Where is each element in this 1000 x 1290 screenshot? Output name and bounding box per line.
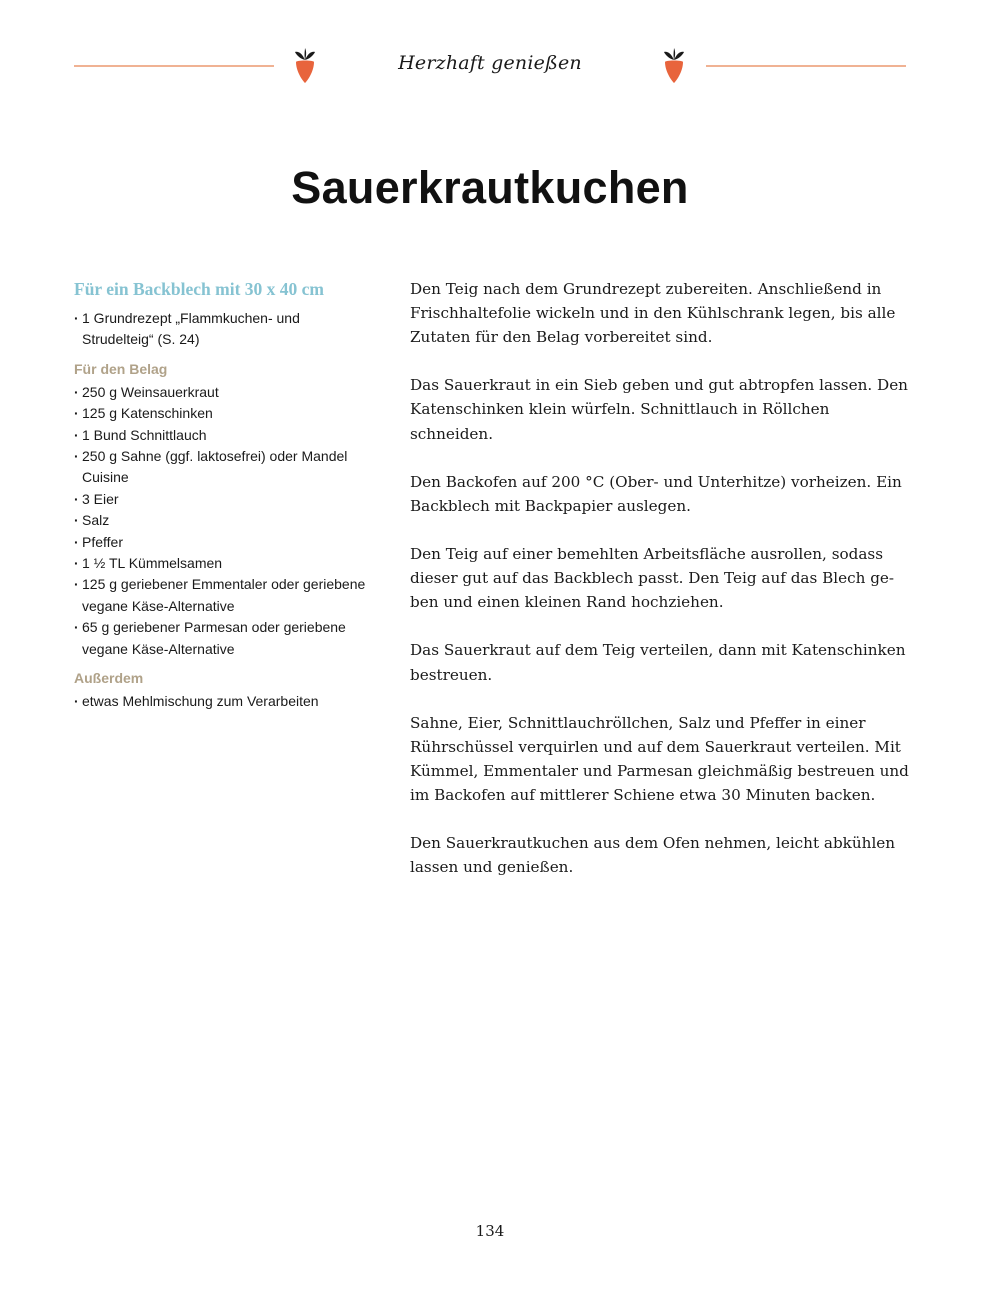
header-rule-left xyxy=(74,65,274,67)
carrot-icon xyxy=(662,48,686,84)
running-header-title: Herzhaft genießen xyxy=(398,52,582,74)
topping-heading: Für den Belag xyxy=(74,360,168,377)
ingredient-item: · 250 g Sahne (ggf. laktosefrei) oder Mandel Cuisine xyxy=(74,446,374,489)
ingredient-item: · etwas Mehlmischung zum Verarbeiten xyxy=(74,691,374,712)
instruction-step: Sahne, Eier, Schnittlauchröllchen, Salz und Pfeffer in einer Rührschüssel verquirlen und auf dem Sauerkraut verteilen. Mit Kümmel, Emmentaler und Parmesan gleichmäßig bestreuen und im Backofen auf mittlerer Schiene etwa 30 Minuten backen. xyxy=(410,713,909,804)
instruction-step: Den Sauerkrautkuchen aus dem Ofen nehmen, leicht abkühlen lassen und genießen. xyxy=(410,834,896,877)
ingredient-item: · 65 g geriebener Parmesan oder geriebene vegane Käse-Alternative xyxy=(74,617,374,660)
page-number: 134 xyxy=(475,1222,505,1240)
ingredients-column xyxy=(74,277,374,713)
recipe-title: Sauerkrautkuchen xyxy=(291,162,689,213)
running-header xyxy=(0,40,1000,92)
base-ingredients-list xyxy=(74,308,374,351)
header-rule-right xyxy=(706,65,906,67)
instruction-step: Den Teig auf einer bemehlten Arbeitsfläche ausrollen, sodass dieser gut auf das Backblech passt. Den Teig auf das Blech geben und einen kleinen Rand hochziehen. xyxy=(410,545,895,612)
instruction-step: Das Sauerkraut in ein Sieb geben und gut abtropfen lassen. Den Katenschinken klein würfeln. Schnittlauch in Röllchen schneiden. xyxy=(410,376,908,443)
ingredient-item: · 125 g geriebener Emmentaler oder geriebene vegane Käse-Alternative xyxy=(74,574,374,617)
ingredient-item: · 3 Eier xyxy=(74,489,374,510)
instruction-step: Den Teig nach dem Grundrezept zubereiten. Anschließend in Frischhaltefolie wickeln und in den Kühlschrank legen, bis alle Zutaten für den Belag vorbereitet sind. xyxy=(410,280,896,347)
ingredient-item: · 250 g Weinsauerkraut xyxy=(74,382,374,403)
topping-ingredients-list xyxy=(74,382,374,660)
ingredient-item: · Pfeffer xyxy=(74,532,374,553)
extra-heading: Außerdem xyxy=(74,670,144,687)
yield-heading: Für ein Backblech mit 30 x 40 cm xyxy=(74,279,325,299)
ingredient-item: · 1 Bund Schnittlauch xyxy=(74,425,374,446)
ingredient-item: · 1 Grundrezept „Flammkuchen- und Strudelteig“ (S. 24) xyxy=(74,308,374,351)
ingredient-item: · 1 ½ TL Kümmelsamen xyxy=(74,553,374,574)
ingredient-item: · Salz xyxy=(74,510,374,531)
extra-ingredients-list xyxy=(74,691,374,712)
carrot-icon xyxy=(293,48,317,84)
instructions-column xyxy=(410,277,910,903)
ingredient-item: · 125 g Katenschinken xyxy=(74,403,374,424)
instruction-step: Das Sauerkraut auf dem Teig verteilen, dann mit Katenschinken bestreuen. xyxy=(410,641,906,684)
instruction-step: Den Backofen auf 200 °C (Ober- und Unterhitze) vorheizen. Ein Backblech mit Backpapier auslegen. xyxy=(410,472,902,515)
